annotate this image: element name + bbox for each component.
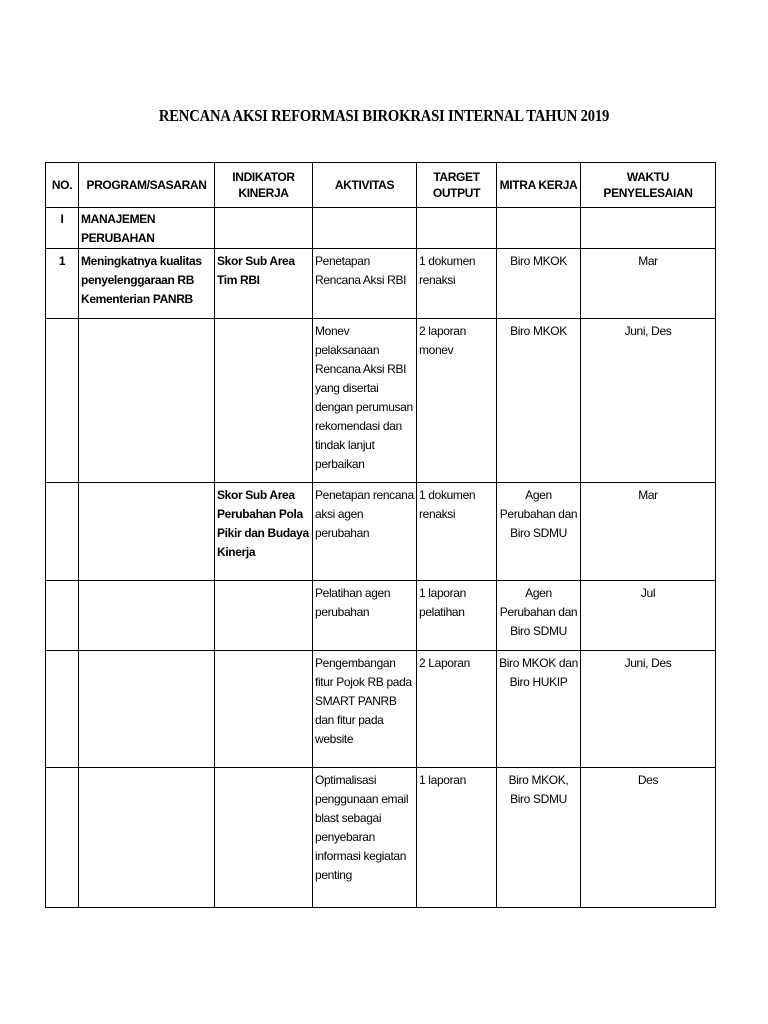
cell-waktu: Juni, Des	[581, 650, 716, 767]
cell-aktivitas: Pengembangan fitur Pojok RB pada SMART PANRB dan fitur pada website	[313, 650, 417, 767]
cell-no	[46, 482, 79, 580]
action-plan-table	[45, 162, 716, 908]
cell-waktu: Des	[581, 767, 716, 907]
section-empty-cell	[581, 208, 716, 249]
cell-mitra: Biro MKOK, Biro SDMU	[497, 767, 581, 907]
cell-indikator	[215, 318, 313, 482]
cell-indikator	[215, 767, 313, 907]
cell-waktu: Mar	[581, 482, 716, 580]
cell-aktivitas: Monev pelaksanaan Rencana Aksi RBI yang disertai dengan perumusan rekomendasi dan tindak lanjut perbaikan	[313, 318, 417, 482]
table-row	[46, 318, 716, 482]
cell-no	[46, 580, 79, 650]
section-empty-cell	[417, 208, 497, 249]
cell-aktivitas: Optimalisasi penggunaan email blast sebagai penyebaran informasi kegiatan penting	[313, 767, 417, 907]
cell-target: 2 Laporan	[417, 650, 497, 767]
header-mitra: MITRA KERJA	[497, 163, 581, 208]
cell-waktu: Juni, Des	[581, 318, 716, 482]
cell-no	[46, 767, 79, 907]
header-target: TARGET OUTPUT	[417, 163, 497, 208]
cell-no	[46, 650, 79, 767]
header-program: PROGRAM/SASARAN	[79, 163, 215, 208]
section-no: I	[46, 208, 79, 249]
table-row	[46, 482, 716, 580]
table-row	[46, 650, 716, 767]
header-waktu: WAKTU PENYELESAIAN	[581, 163, 716, 208]
table-row	[46, 580, 716, 650]
cell-indikator	[215, 580, 313, 650]
section-empty-cell	[313, 208, 417, 249]
table-header-row	[46, 163, 716, 208]
cell-program	[79, 650, 215, 767]
table-row	[46, 767, 716, 907]
table-row	[46, 248, 716, 318]
section-row	[46, 208, 716, 249]
cell-program	[79, 767, 215, 907]
cell-target: 1 dokumen renaksi	[417, 248, 497, 318]
cell-mitra: Agen Perubahan dan Biro SDMU	[497, 482, 581, 580]
cell-no: 1	[46, 248, 79, 318]
cell-mitra: Agen Perubahan dan Biro SDMU	[497, 580, 581, 650]
cell-mitra: Biro MKOK	[497, 318, 581, 482]
cell-target: 2 laporan monev	[417, 318, 497, 482]
cell-aktivitas: Pelatihan agen perubahan	[313, 580, 417, 650]
cell-program	[79, 482, 215, 580]
cell-program: Meningkatnya kualitas penyelenggaraan RB Kementerian PANRB	[79, 248, 215, 318]
cell-target: 1 dokumen renaksi	[417, 482, 497, 580]
cell-program	[79, 318, 215, 482]
cell-aktivitas: Penetapan Rencana Aksi RBI	[313, 248, 417, 318]
cell-indikator: Skor Sub Area Tim RBI	[215, 248, 313, 318]
section-program: MANAJEMEN PERUBAHAN	[79, 208, 215, 249]
document-title: RENCANA AKSI REFORMASI BIROKRASI INTERNAL TAHUN 2019	[158, 106, 610, 125]
cell-no	[46, 318, 79, 482]
header-indikator: INDIKATOR KINERJA	[215, 163, 313, 208]
section-empty-cell	[215, 208, 313, 249]
header-aktivitas: AKTIVITAS	[313, 163, 417, 208]
section-empty-cell	[497, 208, 581, 249]
cell-mitra: Biro MKOK dan Biro HUKIP	[497, 650, 581, 767]
cell-waktu: Mar	[581, 248, 716, 318]
header-no: NO.	[46, 163, 79, 208]
cell-target: 1 laporan	[417, 767, 497, 907]
cell-mitra: Biro MKOK	[497, 248, 581, 318]
cell-indikator	[215, 650, 313, 767]
cell-aktivitas: Penetapan rencana aksi agen perubahan	[313, 482, 417, 580]
cell-program	[79, 580, 215, 650]
cell-target: 1 laporan pelatihan	[417, 580, 497, 650]
cell-waktu: Jul	[581, 580, 716, 650]
cell-indikator: Skor Sub Area Perubahan Pola Pikir dan Budaya Kinerja	[215, 482, 313, 580]
